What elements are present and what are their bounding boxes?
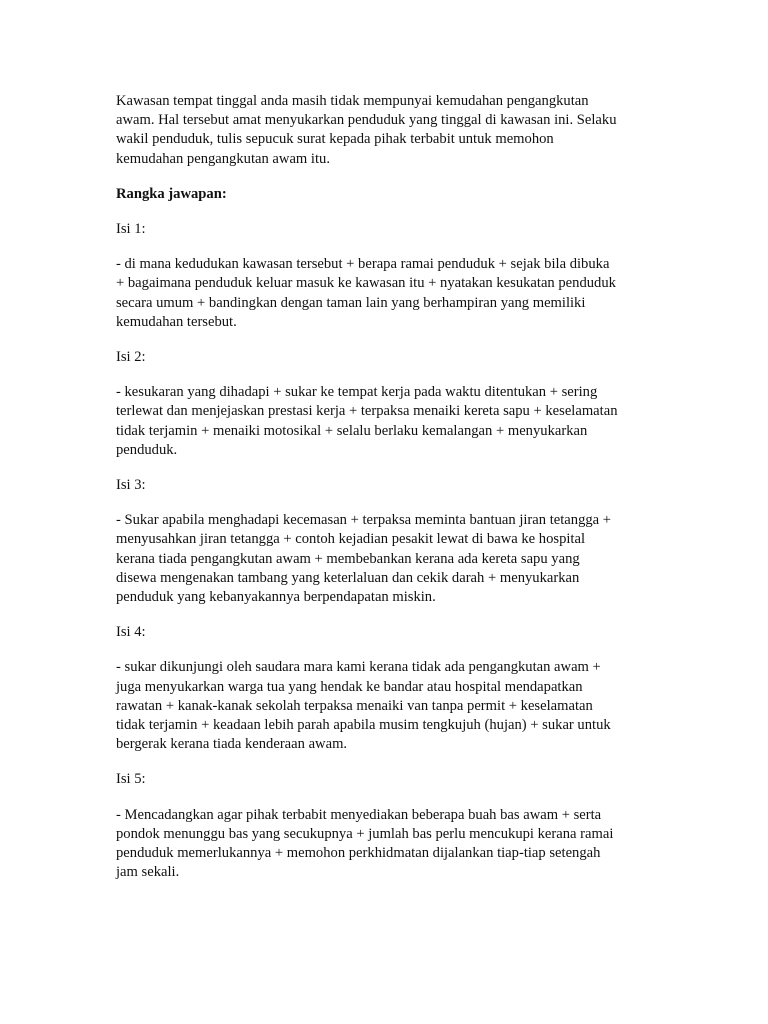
body-line: penduduk. [116,441,178,458]
body-line: bergerak kerana tiada kenderaan awam. [116,736,348,753]
section-body-isi-3 [116,511,656,607]
body-line: tidak terjamin + keadaan lebih parah apabila musim tengkujuh (hujan) + sukar untuk [116,717,611,734]
question-line: wakil penduduk, tulis sepucuk surat kepada pihak terbabit untuk memohon [116,131,554,148]
body-line: kerana tiada pengangkutan awam + membebankan kerana ada kereta sapu yang [116,550,580,567]
section-body-isi-5 [116,806,656,883]
body-line: - kesukaran yang dihadapi + sukar ke tempat kerja pada waktu ditentukan + sering [116,384,598,401]
body-line: tidak terjamin + menaiki motosikal + selalu berlaku kemalangan + menyukarkan [116,422,588,439]
body-line: kemudahan tersebut. [116,313,237,330]
body-line: + bagaimana penduduk keluar masuk ke kawasan itu + nyatakan kesukatan penduduk [116,275,616,292]
body-line: - Sukar apabila menghadapi kecemasan + terpaksa meminta bantuan jiran tetangga + [116,512,612,529]
question-paragraph [116,92,656,169]
document-page [116,92,656,899]
body-line: terlewat dan menjejaskan prestasi kerja + terpaksa menaiki kereta sapu + keselamatan [116,403,618,420]
section-body-isi-4 [116,658,656,754]
body-line: disewa mengenakan tambang yang keterlaluan dan cekik darah + menyukarkan [116,569,580,586]
body-line: penduduk yang kebanyakannya berpendapatan miskin. [116,589,436,606]
section-body-isi-2 [116,383,656,460]
body-line: menyusahkan jiran tetangga + contoh kejadian pesakit lewat di bawa ke hospital [116,531,586,548]
section-label-isi-5: Isi 5: [116,771,146,788]
question-line: kemudahan pengangkutan awam itu. [116,150,330,167]
section-body-isi-1 [116,255,656,332]
body-line: jam sekali. [116,864,180,881]
section-label-isi-4: Isi 4: [116,624,146,641]
body-line: - sukar dikunjungi oleh saudara mara kami kerana tidak ada pengangkutan awam + [116,659,601,676]
outline-heading: Rangka jawapan: [116,185,227,202]
section-label-isi-2: Isi 2: [116,349,146,366]
body-line: penduduk memerlukannya + memohon perkhidmatan dijalankan tiap-tiap setengah [116,845,601,862]
body-line: secara umum + bandingkan dengan taman lain yang berhampiran yang memiliki [116,294,586,311]
question-line: awam. Hal tersebut amat menyukarkan penduduk yang tinggal di kawasan ini. Selaku [116,112,617,129]
body-line: juga menyukarkan warga tua yang hendak ke bandar atau hospital mendapatkan [116,678,583,695]
body-line: rawatan + kanak-kanak sekolah terpaksa menaiki van tanpa permit + keselamatan [116,697,593,714]
section-label-isi-3: Isi 3: [116,477,146,494]
body-line: - di mana kedudukan kawasan tersebut + berapa ramai penduduk + sejak bila dibuka [116,256,610,273]
question-line: Kawasan tempat tinggal anda masih tidak mempunyai kemudahan pengangkutan [116,93,589,109]
body-line: pondok menunggu bas yang secukupnya + jumlah bas perlu mencukupi kerana ramai [116,825,614,842]
body-line: - Mencadangkan agar pihak terbabit menyediakan beberapa buah bas awam + serta [116,806,602,823]
section-label-isi-1: Isi 1: [116,221,146,238]
